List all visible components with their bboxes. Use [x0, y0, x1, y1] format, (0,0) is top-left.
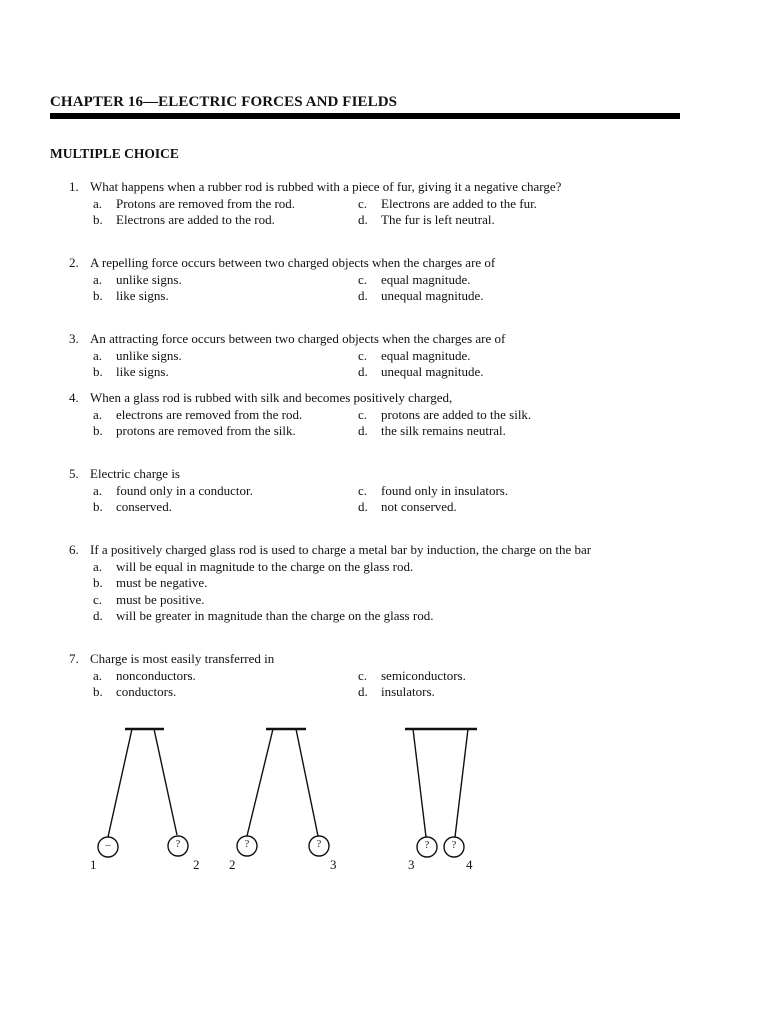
question-2: 2. A repelling force occurs between two charged objects when the charges are of a. unlike signs. c. equal magnitude. b. like signs. d. unequal magnitude.	[69, 255, 496, 303]
question-number: 2.	[69, 255, 79, 270]
question-text: An attracting force occurs between two charged objects when the charges are of	[90, 331, 506, 346]
string	[413, 729, 426, 837]
question-text: Electric charge is	[90, 466, 180, 481]
question-1: 1. What happens when a rubber rod is rubbed with a piece of fur, giving it a negative charge? a. Protons are removed from the rod. c. Electrons are added to the fur. b. Electrons are added to the rod. d. The fur is left neutral.	[69, 179, 562, 227]
ball-mark: ?	[424, 840, 430, 851]
question-5: 5. Electric charge is a. found only in a conductor. c. found only in insulators. b. conserved. d. not conserved.	[69, 466, 509, 514]
question-text: Charge is most easily transferred in	[90, 651, 275, 666]
pendulum-label: 2	[229, 857, 236, 872]
ball-mark: ?	[175, 839, 181, 850]
question-3: 3. An attracting force occurs between two charged objects when the charges are of a. unlike signs. c. equal magnitude. b. like signs. d. unequal magnitude.	[69, 331, 506, 379]
question-number: 1.	[69, 179, 79, 194]
string	[455, 729, 468, 837]
question-text: When a glass rod is rubbed with silk and becomes positively charged,	[90, 390, 453, 405]
question-7: 7. Charge is most easily transferred in a. nonconductors. c. semiconductors. b. conductors. d. insulators.	[69, 651, 466, 699]
pendulum-label: 1	[90, 857, 97, 872]
pendulum-figure	[0, 715, 768, 875]
ball-mark: ?	[451, 840, 457, 851]
question-4: 4. When a glass rod is rubbed with silk and becomes positively charged, a. electrons are removed from the rod. c. protons are added to the silk. b. protons are removed from the silk. d. the silk remains neutral.	[69, 390, 532, 438]
string	[247, 729, 273, 836]
pendulum-label: 3	[330, 857, 337, 872]
question-number: 6.	[69, 542, 79, 557]
question-number: 5.	[69, 466, 79, 481]
pendulum-label: 2	[193, 857, 200, 872]
question-text: If a positively charged glass rod is used to charge a metal bar by induction, the charge on the bar	[90, 542, 592, 557]
title-rule	[50, 113, 680, 119]
pendulum-label: 4	[466, 857, 473, 872]
section-title: MULTIPLE CHOICE	[50, 146, 179, 161]
question-number: 7.	[69, 651, 79, 666]
question-text: What happens when a rubber rod is rubbed with a piece of fur, giving it a negative charge?	[90, 179, 562, 194]
ball-mark: ?	[316, 839, 322, 850]
string	[296, 729, 318, 836]
chapter-title: CHAPTER 16—ELECTRIC FORCES AND FIELDS	[50, 94, 398, 110]
ball-mark: ?	[244, 839, 250, 850]
string	[108, 729, 132, 837]
question-number: 4.	[69, 390, 79, 405]
question-number: 3.	[69, 331, 79, 346]
pendulum-label: 3	[408, 857, 415, 872]
question-6: 6. If a positively charged glass rod is used to charge a metal bar by induction, the charge on the bar a. will be equal in magnitude to the charge on the glass rod. b. must be negative. c. must be positive. d. will be greater in magnitude than the charge on the glass rod.	[69, 542, 592, 623]
question-text: A repelling force occurs between two charged objects when the charges are of	[90, 255, 496, 270]
string	[154, 729, 177, 835]
ball-mark: –	[105, 840, 111, 851]
